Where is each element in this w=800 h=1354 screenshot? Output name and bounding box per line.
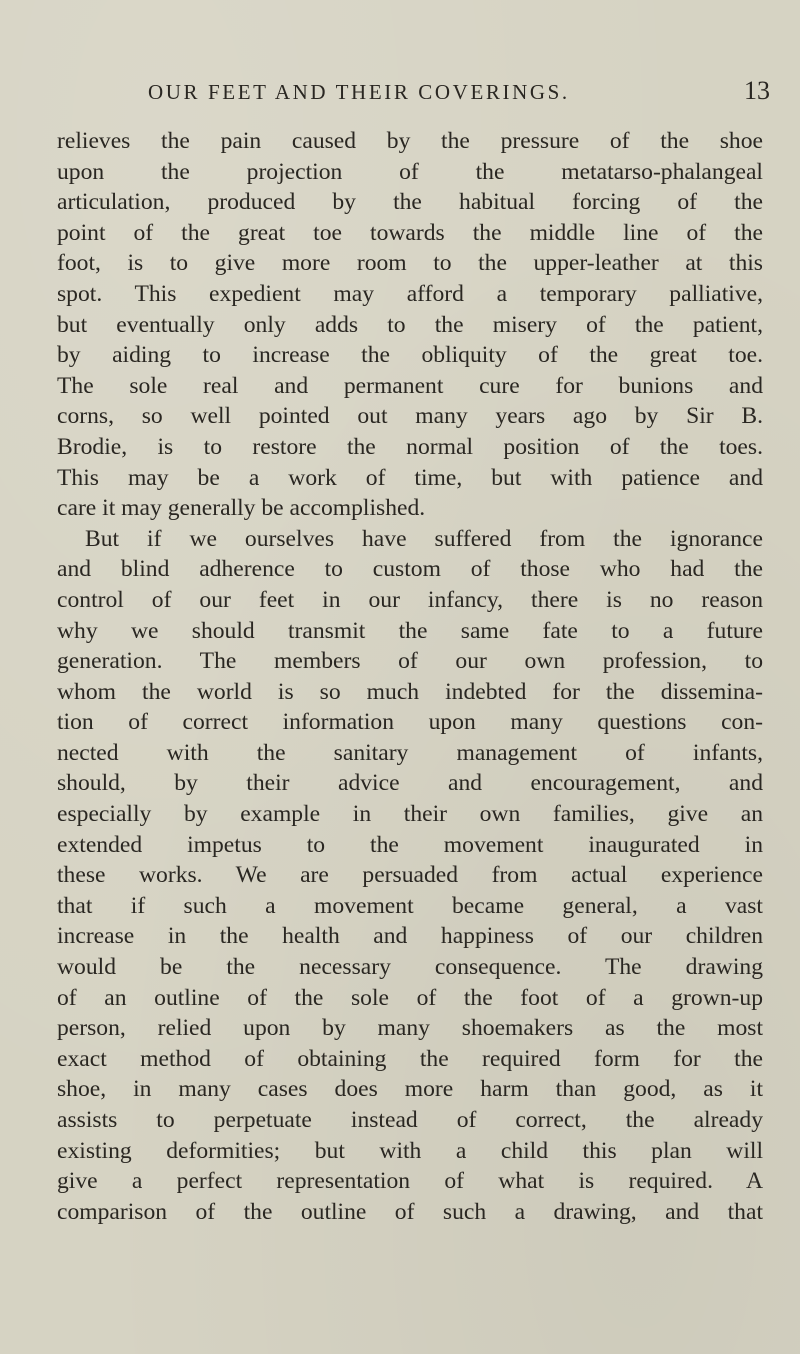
text-line: increase in the health and happiness of our children xyxy=(57,923,763,950)
text-line: but eventually only adds to the misery of the patient, xyxy=(57,311,763,338)
text-line: This may be a work of time, but with patience and xyxy=(57,464,763,491)
text-line: care it may generally be accomplished. xyxy=(57,495,426,522)
text-line: The sole real and permanent cure for bunions and xyxy=(57,372,763,399)
text-line: that if such a movement became general, a vast xyxy=(57,892,763,919)
text-line: existing deformities; but with a child this plan will xyxy=(57,1137,763,1164)
text-line: control of our feet in our infancy, there is no reason xyxy=(57,586,763,613)
text-line: of an outline of the sole of the foot of a grown-up xyxy=(57,984,763,1011)
text-line: shoe, in many cases does more harm than good, as it xyxy=(57,1076,763,1103)
text-line: exact method of obtaining the required form for the xyxy=(57,1045,763,1072)
text-line: foot, is to give more room to the upper-leather at this xyxy=(57,250,763,277)
text-line: person, relied upon by many shoemakers as the most xyxy=(57,1015,763,1042)
text-line: extended impetus to the movement inaugurated in xyxy=(57,831,763,858)
text-line: point of the great toe towards the middle line of the xyxy=(57,219,763,246)
running-head: OUR FEET AND THEIR COVERINGS. xyxy=(148,80,570,104)
text-line: But if we ourselves have suffered from the ignorance xyxy=(85,525,763,552)
text-line: assists to perpetuate instead of correct, the already xyxy=(57,1107,763,1133)
text-line: nected with the sanitary management of infants, xyxy=(57,739,763,766)
text-line: would be the necessary consequence. The drawing xyxy=(57,954,763,981)
text-line: should, by their advice and encouragement, and xyxy=(57,770,763,797)
text-line: whom the world is so much indebted for the dissemina- xyxy=(57,678,763,705)
text-line: corns, so well pointed out many years ago by Sir B. xyxy=(57,403,763,430)
text-line: generation. The members of our own profession, to xyxy=(57,648,763,675)
text-line: spot. This expedient may afford a temporary palliative, xyxy=(57,280,763,307)
text-line: by aiding to increase the obliquity of the great toe. xyxy=(57,342,763,369)
text-line: these works. We are persuaded from actual experience xyxy=(57,862,763,889)
text-line: give a perfect representation of what is required. A xyxy=(57,1168,763,1195)
text-line: comparison of the outline of such a drawing, and that xyxy=(57,1198,763,1225)
body-text xyxy=(57,126,763,1227)
page-header xyxy=(0,70,800,110)
text-line: articulation, produced by the habitual forcing of the xyxy=(57,189,763,216)
text-line: especially by example in their own families, give an xyxy=(57,801,763,828)
text-line: upon the projection of the metatarso-phalangeal xyxy=(57,158,763,185)
text-line: why we should transmit the same fate to a future xyxy=(57,617,763,644)
text-line: and blind adherence to custom of those who had the xyxy=(57,556,763,583)
text-line: tion of correct information upon many questions con- xyxy=(57,709,763,736)
text-line: relieves the pain caused by the pressure of the shoe xyxy=(57,128,763,154)
page-number: 13 xyxy=(744,76,770,105)
text-line: Brodie, is to restore the normal position of the toes. xyxy=(57,433,763,460)
